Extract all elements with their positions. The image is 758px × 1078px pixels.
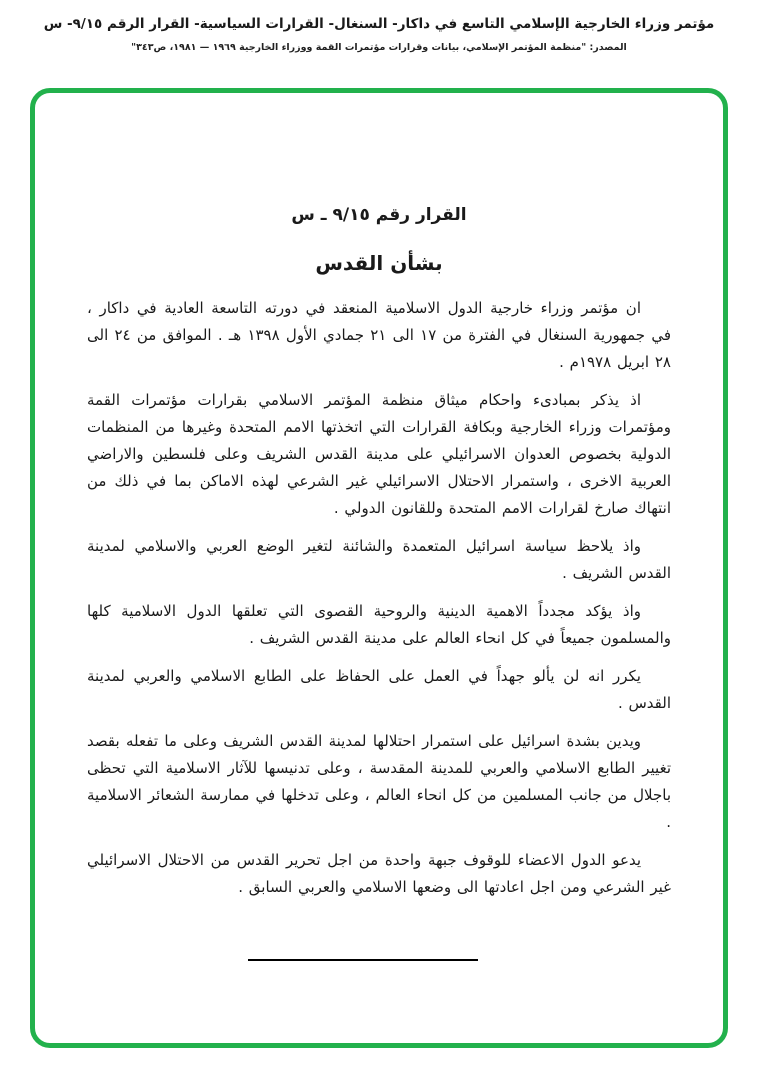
document-frame [30,88,728,1048]
header-title: مؤتمر وزراء الخارجية الإسلامي التاسع في داكار- السنغال- القرارات السياسية- القرار الرقم ٩/١٥- س [43,16,715,32]
resolution-subject-title: بشأن القدس [315,251,443,275]
paragraph-reiterates: يكرر انه لن يألو جهداً في العمل على الحفاظ على الطابع الاسلامي والعربي لمدينة القدس . [87,667,671,712]
resolution-number-title: القرار رقم ٩/١٥ ـ س [291,205,467,225]
paragraph-reaffirming: واذ يؤكد مجدداً الاهمية الدينية والروحية القصوى التي تعلقها الدول الاسلامية كلها والمسلمون جميعاً في كل انحاء العالم على مدينة القدس الشريف . [87,602,671,647]
header-source: المصدر: "منظمة المؤتمر الإسلامي، بيانات وقرارات مؤتمرات القمة ووزراء الخارجية ١٩٦٩ — ١٩٨١، ص٣٤٣" [131,41,627,53]
paragraph-calls-upon: يدعو الدول الاعضاء للوقوف جبهة واحدة من اجل تحرير القدس من الاحتلال الاسرائيلي غير الشرعي ومن اجل اعادتها الى وضعها الاسلامي والعربي السابق . [87,851,671,896]
document-header [0,14,758,53]
divider-line [248,959,478,961]
paragraph-preamble: ان مؤتمر وزراء خارجية الدول الاسلامية المنعقد في دورته التاسعة العادية في داكار ، في جمهورية السنغال في الفترة من ١٧ الى ٢١ جمادي الأول ١٣٩٨ هـ . الموافق من ٢٤ الى ٢٨ ابريل ١٩٧٨م . [87,299,672,371]
paragraph-noting: واذ يلاحظ سياسة اسرائيل المتعمدة والشائنة لتغير الوضع العربي والاسلامي لمدينة القدس الشريف . [87,537,671,582]
document-content [35,93,723,961]
paragraph-condemns: ويدين بشدة اسرائيل على استمرار احتلالها لمدينة القدس الشريف وعلى ما تفعله بقصد تغيير الطابع الاسلامي والعربي للمدينة المقدسة ، وعلى تدنيسها للآثار الاسلامية التي تحظى باجلال من جانب المسلمين من كل انحاء العالم ، وعلى تدخلها في ممارسة الشعائر الاسلامية . [87,732,671,831]
paragraph-recalling: اذ يذكر بمبادىء واحكام ميثاق منظمة المؤتمر الاسلامي بقرارات مؤتمرات القمة ومؤتمرات وزراء الخارجية وبكافة القرارات التي اتخذتها الامم المتحدة وغيرها من المنظمات الدولية بخصوص العدوان الاسرائيلي على مدينة القدس الشريف وعلى فلسطين والاراضي العربية الاخرى ، واستمرار الاحتلال الاسرائيلي غير الشرعي لهذه الاماكن بما في ذلك من انتهاك صارخ لقرارات الامم المتحدة وللقانون الدولي . [87,391,671,517]
